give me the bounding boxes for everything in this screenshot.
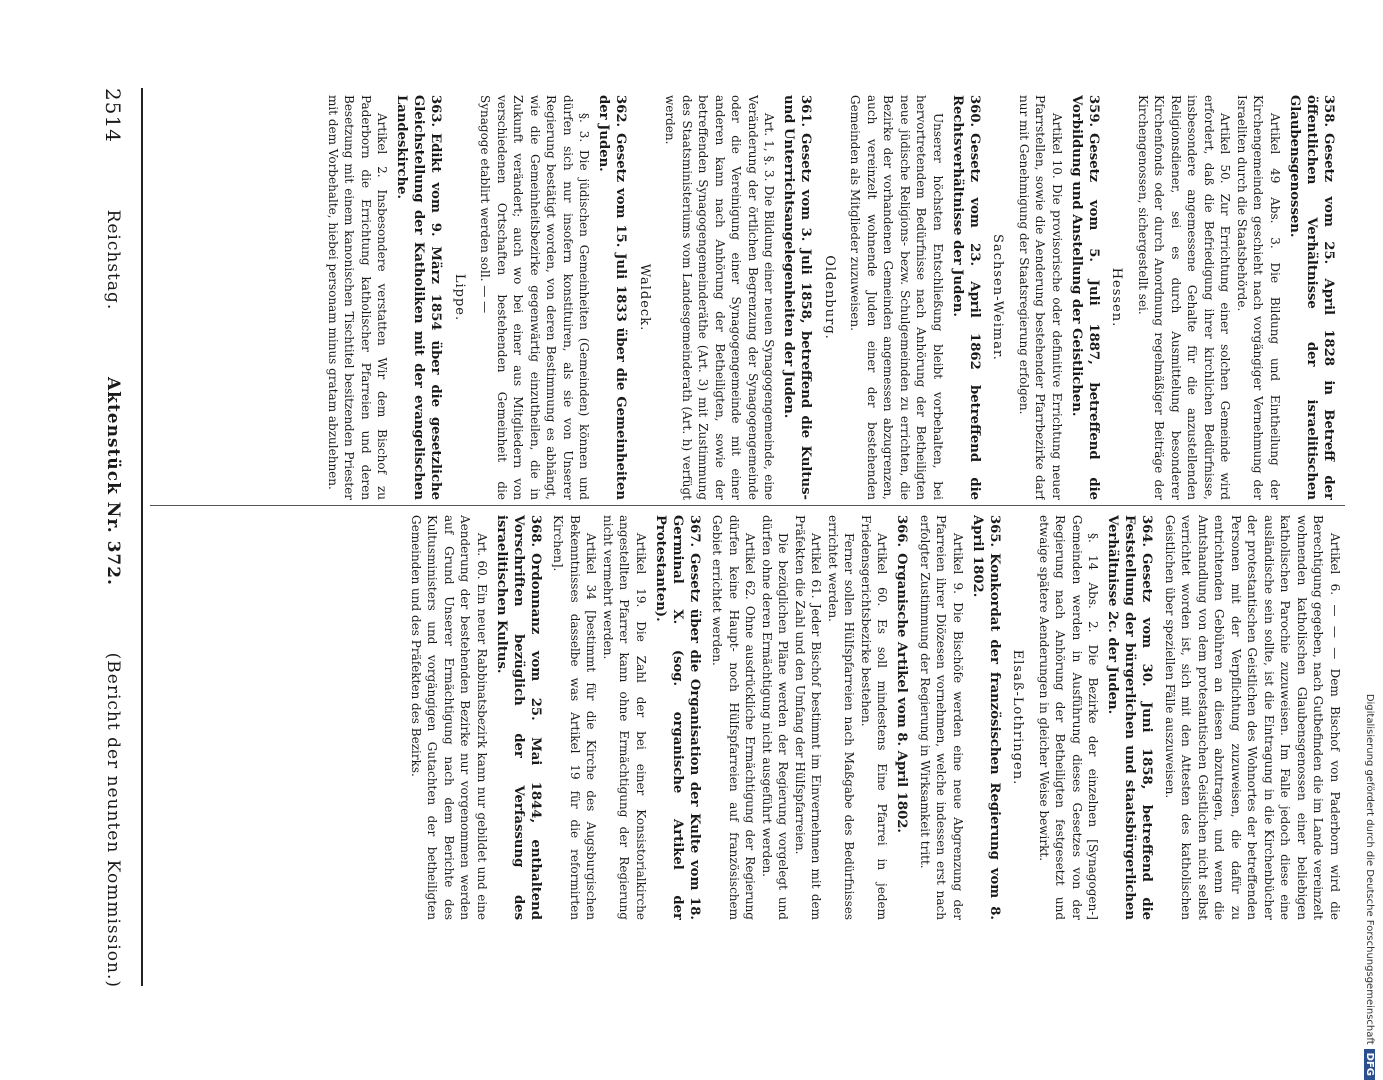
section-title: Gesetz vom 5. Juli 1887, betreffend die Vorbildung und Anstellung der Geistlichen. bbox=[1069, 95, 1101, 500]
section-number: 364. bbox=[1139, 515, 1155, 548]
paragraph: Artikel 10. Die provisorische oder definitive Errichtung neuer Pfarrstellen, sowie die Aenderung bestehender Pfarrbezirke darf nur mit Genehmigung der Staatsregierung erfolgen. bbox=[1017, 95, 1064, 500]
section-title: Gesetz vom 3. Juli 1858, betreffend die Kultus- und Unterrichtsangelegenheiten der Juden. bbox=[781, 95, 814, 500]
section-title: Gesetz über die Organisation der Kulte vom 18. Germinal X. (sog. organische Artikel der Protestanten). bbox=[653, 515, 702, 920]
paragraph: Unserer höchsten Entschließung bleibt vorbehalten, bei hervortretendem Bedürfnisse nach Anhörung der Betheiligten neue jüdische Religions- bezw. Schulgemeinden zu errichten, die Bezirke der vorhandenen Gemeinden angemessen abzugrenzen, auch vereinzelt wohnende Juden einer der bestehenden Gemeinden als Mitglieder zuzuweisen. bbox=[848, 95, 945, 500]
section-title: Gesetz vom 23. April 1862 betreffend die Rechtsverhältnisse der Juden. bbox=[950, 95, 982, 500]
header-title: Aktenstück Nr. 372. bbox=[103, 376, 123, 586]
state-heading: Waldeck. bbox=[637, 263, 652, 332]
section-number: 368. bbox=[528, 515, 543, 548]
paragraph: Ferner sollen Hülfspfarreien nach Maßgabe des Bedürfnisses errichtet werden. bbox=[826, 515, 857, 920]
law-section bbox=[1016, 95, 1103, 500]
paragraph: Die bezüglichen Pläne werden der Regierung vorgelegt und dürfen ohne deren Ermächtigung nicht ausgeführt werden. bbox=[760, 515, 791, 920]
law-section bbox=[550, 515, 703, 920]
section-heading bbox=[949, 95, 983, 500]
digitization-note-text: Digitalisierung gefördert durch die Deutsche Forschungsgemeinschaft bbox=[1364, 693, 1375, 1045]
section-number: 367. bbox=[687, 515, 702, 548]
dfg-logo: DFG bbox=[1364, 1049, 1375, 1080]
law-section bbox=[709, 515, 911, 920]
section-heading bbox=[1286, 95, 1337, 500]
law-section bbox=[477, 95, 630, 500]
paragraph: Artikel 60. Es soll mindestens Eine Pfarrei in jedem Friedensgerichtsbezirke bestehen. bbox=[859, 515, 890, 920]
left-column bbox=[151, 95, 1343, 500]
paragraph: Artikel 49 Abs. 3. Die Bildung und Eintheilung der Kirchengemeinden geschieht nach vorgängiger Vernehmung der Israeliten durch die Staatsbehörde. bbox=[1235, 95, 1282, 500]
law-section bbox=[1162, 515, 1344, 920]
section-number: 358. bbox=[1321, 95, 1336, 128]
law-section bbox=[1135, 95, 1338, 500]
section-heading bbox=[596, 95, 630, 500]
section-heading bbox=[1105, 515, 1156, 920]
section-heading bbox=[969, 515, 1003, 920]
section-title: Gesetz vom 15. Juli 1833 über die Gemeinheiten der Juden. bbox=[596, 95, 629, 500]
section-title: Edikt vom 9. März 1854 über die gesetzliche Gleichstellung der Katholiken mit der evangelischen Landeskirche. bbox=[394, 95, 444, 500]
section-heading bbox=[1068, 95, 1102, 500]
paragraph: Art. 1, §. 3. Die Bildung einer neuen Synagogengemeinde, eine Veränderung der örtlichen Begrenzung der Synagogengemeinde oder die Vereinigung einer Synagogengemeinde mit einer anderen kann nach Anhörung der Betheiligten, sowie der betreffenden Synagogengemeinderäthe (Art. 3) mit Zustimmung des Staatsministeriums vom Landesgemeinderath (Art. h) verfügt werden. bbox=[663, 95, 777, 500]
paragraph: Art. 60. Ein neuer Rabbinatsbezirk kann nur gebildet und eine Aenderung der bestehenden Bezirke nur vorgenommen werden auf Grund Unserer Ermächtigung nach dem Berichte des Kultusministers und vorgängigen Gutachten der betheiligten Gemeinden und des Präfekten des Bezirks. bbox=[409, 515, 489, 920]
section-title: Ordonnanz vom 25. Mai 1844, enthaltend Vorschriften bezüglich der Verfassung des israelitischen Kultus. bbox=[494, 515, 543, 920]
law-section bbox=[325, 95, 445, 500]
paragraph: §. 14 Abs. 2. Die Bezirke der einzelnen [Synagogen-] Gemeinden werden in Ausführung dieses Gesetzes von der Regierung nach Anhörung der Betheiligten festgesetzt und etwaige spätere Aenderungen in gleicher Weise bewirkt. bbox=[1037, 515, 1101, 920]
section-heading bbox=[781, 95, 815, 500]
section-number: 365. bbox=[987, 515, 1002, 548]
header-right: (Bericht der neunten Kommission.) bbox=[103, 652, 123, 988]
section-number: 361. bbox=[798, 95, 814, 128]
section-number: 360. bbox=[967, 95, 982, 128]
state-heading: Oldenburg. bbox=[822, 255, 837, 340]
paragraph: Artikel 19. Die Zahl der bei einer Konsistorialkirche angestellten Pfarrer kann ohne Ermächtigung der Regierung nicht vermehrt werden. bbox=[601, 515, 648, 920]
section-heading bbox=[394, 95, 445, 500]
section-heading bbox=[894, 515, 911, 920]
law-section bbox=[917, 515, 1004, 920]
page-header bbox=[93, 88, 133, 988]
paragraph: Artikel 6. — — — Dem Bischof von Paderborn wird die Berechtigung gegeben, nach Gutbefinden die im Lande vereinzelt wohnenden katholischen Glaubensgenossen einer beliebigen katholischen Parochie zuzuweisen. Im Falle jedoch diese eine ausländische sein sollte, ist die Eintragung in die Kirchenbücher der protestantischen Geistlichen des Wohnortes der betreffenden Personen mit der Verpflichtung zuzuweisen, die dafür zu entrichtenden Gebühren an diesen abzutragen, und wenn die Amtshandlung von dem protestantischen Geistlichen nicht selbst verrichtet worden ist, sich mit den Attesten des katholischen Geistlichen über speziellen Fälle auszuweisen. bbox=[1163, 515, 1342, 920]
paragraph: §. 3. Die jüdischen Gemeinheiten (Gemeinden) können und dürfen sich nur insofern konstituiren, als sie von Unserer Regierung bestätigt worden, von deren Bestimmung es abhängt, wie die Gemeinheitsbezirke gegenwärtig einzutheilen, die in Zukunft verändert; auch wo bei einer aus Mitgliedern von verschiedenen Ortschaften bestehenden Gemeinheit die Synagoge etablirt werden soll. — — bbox=[478, 95, 592, 500]
digitization-note bbox=[1355, 80, 1375, 1080]
right-column bbox=[151, 515, 1343, 920]
state-heading: Lippe. bbox=[452, 273, 467, 322]
state-heading: Hessen. bbox=[1109, 267, 1125, 328]
column-divider bbox=[150, 505, 1345, 506]
law-section bbox=[662, 95, 815, 500]
law-section bbox=[847, 95, 983, 500]
section-number: 363. bbox=[428, 95, 444, 128]
paragraph: Artikel 2. Insbesondere verstatten Wir dem Bischof zu Paderborn die Errichtung katholischer Pfarreien und deren Besetzung mit einem kanonischen Tischtitel besitzenden Priester mit dem Vorbehalte, hiebei personam minus gratam abzulehnen. bbox=[326, 95, 390, 500]
section-number: 366. bbox=[894, 515, 910, 548]
law-section bbox=[1036, 515, 1156, 920]
section-title: Organische Artikel vom 8. April 1802. bbox=[894, 553, 910, 834]
section-title: Konkordat der französischen Regierung vom 8. April 1802. bbox=[970, 515, 1002, 920]
section-number: 359. bbox=[1086, 95, 1101, 128]
state-heading: Sachsen-Weimar. bbox=[990, 234, 1006, 361]
section-title: Gesetz vom 30. Juni 1858, betreffend die Feststellung der bürgerlichen und staatsbürgerlichen Verhältnisse 2c. der Juden. bbox=[1105, 515, 1155, 920]
paragraph: Artikel 62. Ohne ausdrückliche Ermächtigung der Regierung dürfen keine Haupt- noch Hülfspfarreien auf französischem Gebiet errichtet werden. bbox=[710, 515, 758, 920]
law-section bbox=[408, 515, 545, 920]
paragraph: Artikel 34 [bestimmt für die Kirche des Augsburgischen Bekenntnisses dasselbe was Artikel 19 für die reformirten Kirchen]. bbox=[551, 515, 599, 920]
section-heading bbox=[652, 515, 703, 920]
section-heading bbox=[493, 515, 544, 920]
paragraph: Artikel 9. Die Bischöfe werden eine neue Abgrenzung der Pfarreien ihrer Diözesen vornehmen, welche indessen erst nach erfolgter Zustimmung der Regierung in Wirksamkeit tritt. bbox=[918, 515, 965, 920]
paragraph: Artikel 50. Zur Errichtung einer solchen Gemeinde wird erfordert, daß die Befriedigung ihrer kirchlichen Bedürfnisse, insbesondere angemessene Gehalte für die anzustellenden Religionsdiener, sei es durch Ausmittelung besonderer Kirchenfonds oder durch Anordnung regelmäßiger Beiträge der Kirchengenossen, sichergestellt sei. bbox=[1136, 95, 1233, 500]
header-left: Reichstag. bbox=[103, 209, 123, 311]
paragraph: Artikel 61. Jeder Bischof bestimmt im Einvernehmen mit dem Präfekten die Zahl und den Umfang der Hülfspfarreien. bbox=[793, 515, 824, 920]
section-title: Gesetz vom 25. April 1828 in Betreff der öffentlichen Verhältnisse der israelitischen Glaubensgenossen. bbox=[1287, 95, 1336, 500]
header-rule bbox=[141, 88, 143, 986]
section-number: 362. bbox=[613, 95, 629, 128]
page-number: 2514 bbox=[101, 88, 125, 143]
state-heading: Elsaß-Lothringen. bbox=[1010, 649, 1026, 786]
